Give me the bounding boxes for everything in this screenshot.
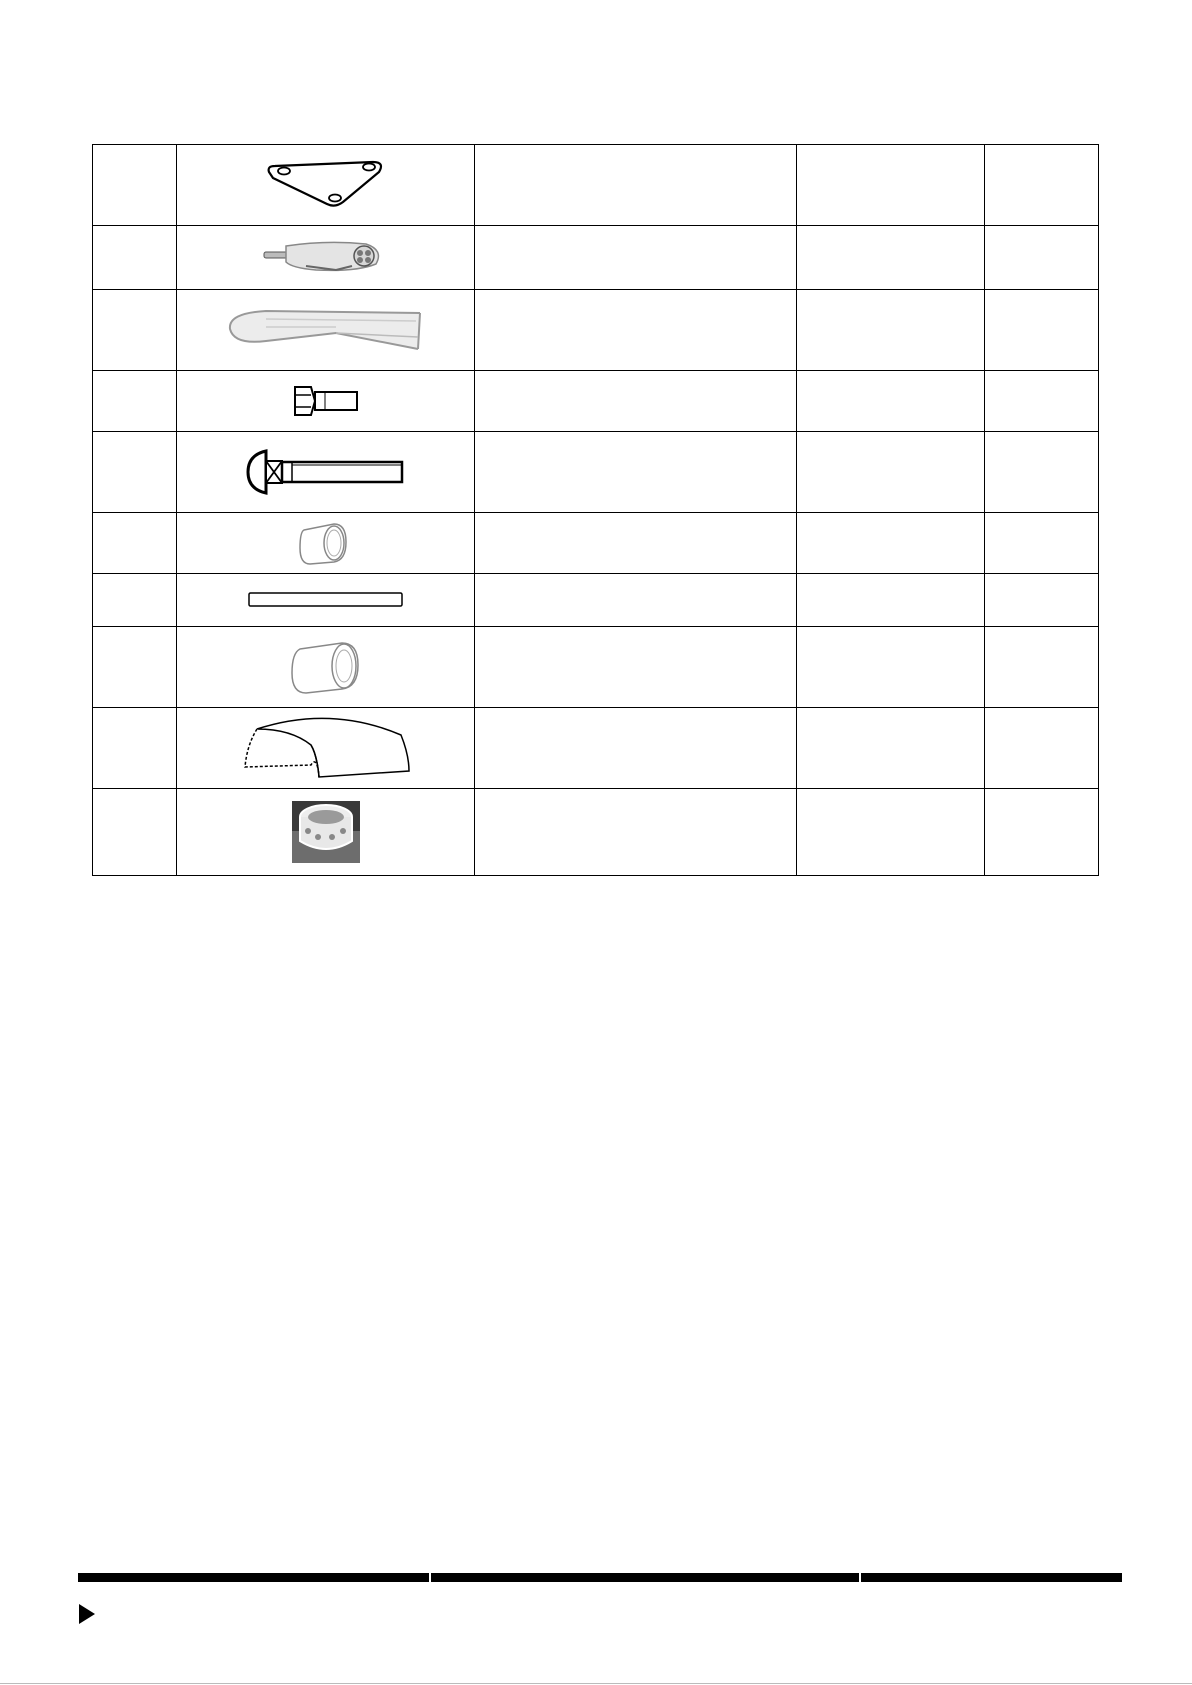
cell-spec — [797, 513, 985, 574]
cell-quantity — [985, 708, 1099, 789]
table-row — [93, 290, 1099, 371]
cell-quantity — [985, 789, 1099, 876]
footer-rule — [78, 1573, 1122, 1582]
tape-roll-icon — [292, 801, 360, 863]
cell-image — [177, 290, 475, 371]
cell-image — [177, 627, 475, 708]
cell-spec — [797, 145, 985, 226]
cell-image — [177, 789, 475, 876]
cell-spec — [797, 574, 985, 627]
play-arrow-icon — [79, 1604, 95, 1624]
carriage-bolt-icon — [246, 447, 406, 497]
cell-number — [93, 627, 177, 708]
cell-spec — [797, 226, 985, 290]
footer-rule-gap — [859, 1573, 861, 1582]
clamp-fitting-icon — [256, 236, 396, 280]
cell-quantity — [985, 226, 1099, 290]
short-sleeve-icon — [296, 518, 356, 568]
cell-quantity — [985, 432, 1099, 513]
cell-image — [177, 513, 475, 574]
cell-image — [177, 432, 475, 513]
cell-number — [93, 290, 177, 371]
table-row — [93, 145, 1099, 226]
table-row — [93, 226, 1099, 290]
cell-quantity — [985, 290, 1099, 371]
cell-image — [177, 574, 475, 627]
table-row — [93, 432, 1099, 513]
cell-description — [475, 145, 797, 226]
triangle-plate-icon — [261, 158, 391, 213]
cell-spec — [797, 290, 985, 371]
cell-number — [93, 574, 177, 627]
footer-rule-gap — [429, 1573, 431, 1582]
hex-bolt-icon — [291, 381, 361, 421]
table-row — [93, 513, 1099, 574]
cell-number — [93, 226, 177, 290]
cell-spec — [797, 708, 985, 789]
flat-bar-icon — [246, 590, 406, 610]
cell-description — [475, 513, 797, 574]
cell-number — [93, 145, 177, 226]
cell-spec — [797, 432, 985, 513]
cell-spec — [797, 371, 985, 432]
half-cover-icon — [241, 715, 411, 781]
cell-description — [475, 574, 797, 627]
cell-quantity — [985, 371, 1099, 432]
table-row — [93, 708, 1099, 789]
cell-number — [93, 513, 177, 574]
cell-image — [177, 226, 475, 290]
cell-quantity — [985, 513, 1099, 574]
cell-description — [475, 371, 797, 432]
cell-quantity — [985, 574, 1099, 627]
cell-image — [177, 371, 475, 432]
cell-quantity — [985, 627, 1099, 708]
table-row — [93, 627, 1099, 708]
strap-icon — [226, 305, 426, 355]
table-row — [93, 789, 1099, 876]
table-row — [93, 371, 1099, 432]
cell-number — [93, 708, 177, 789]
cell-description — [475, 290, 797, 371]
cell-description — [475, 432, 797, 513]
cell-spec — [797, 789, 985, 876]
cell-number — [93, 371, 177, 432]
cell-spec — [797, 627, 985, 708]
cell-description — [475, 226, 797, 290]
cell-number — [93, 789, 177, 876]
cell-image — [177, 145, 475, 226]
long-sleeve-icon — [286, 637, 366, 697]
cell-image — [177, 708, 475, 789]
cell-number — [93, 432, 177, 513]
cell-quantity — [985, 145, 1099, 226]
table-row — [93, 574, 1099, 627]
cell-description — [475, 789, 797, 876]
cell-description — [475, 627, 797, 708]
cell-description — [475, 708, 797, 789]
page-bottom-line — [0, 1683, 1192, 1684]
parts-table — [92, 144, 1099, 876]
